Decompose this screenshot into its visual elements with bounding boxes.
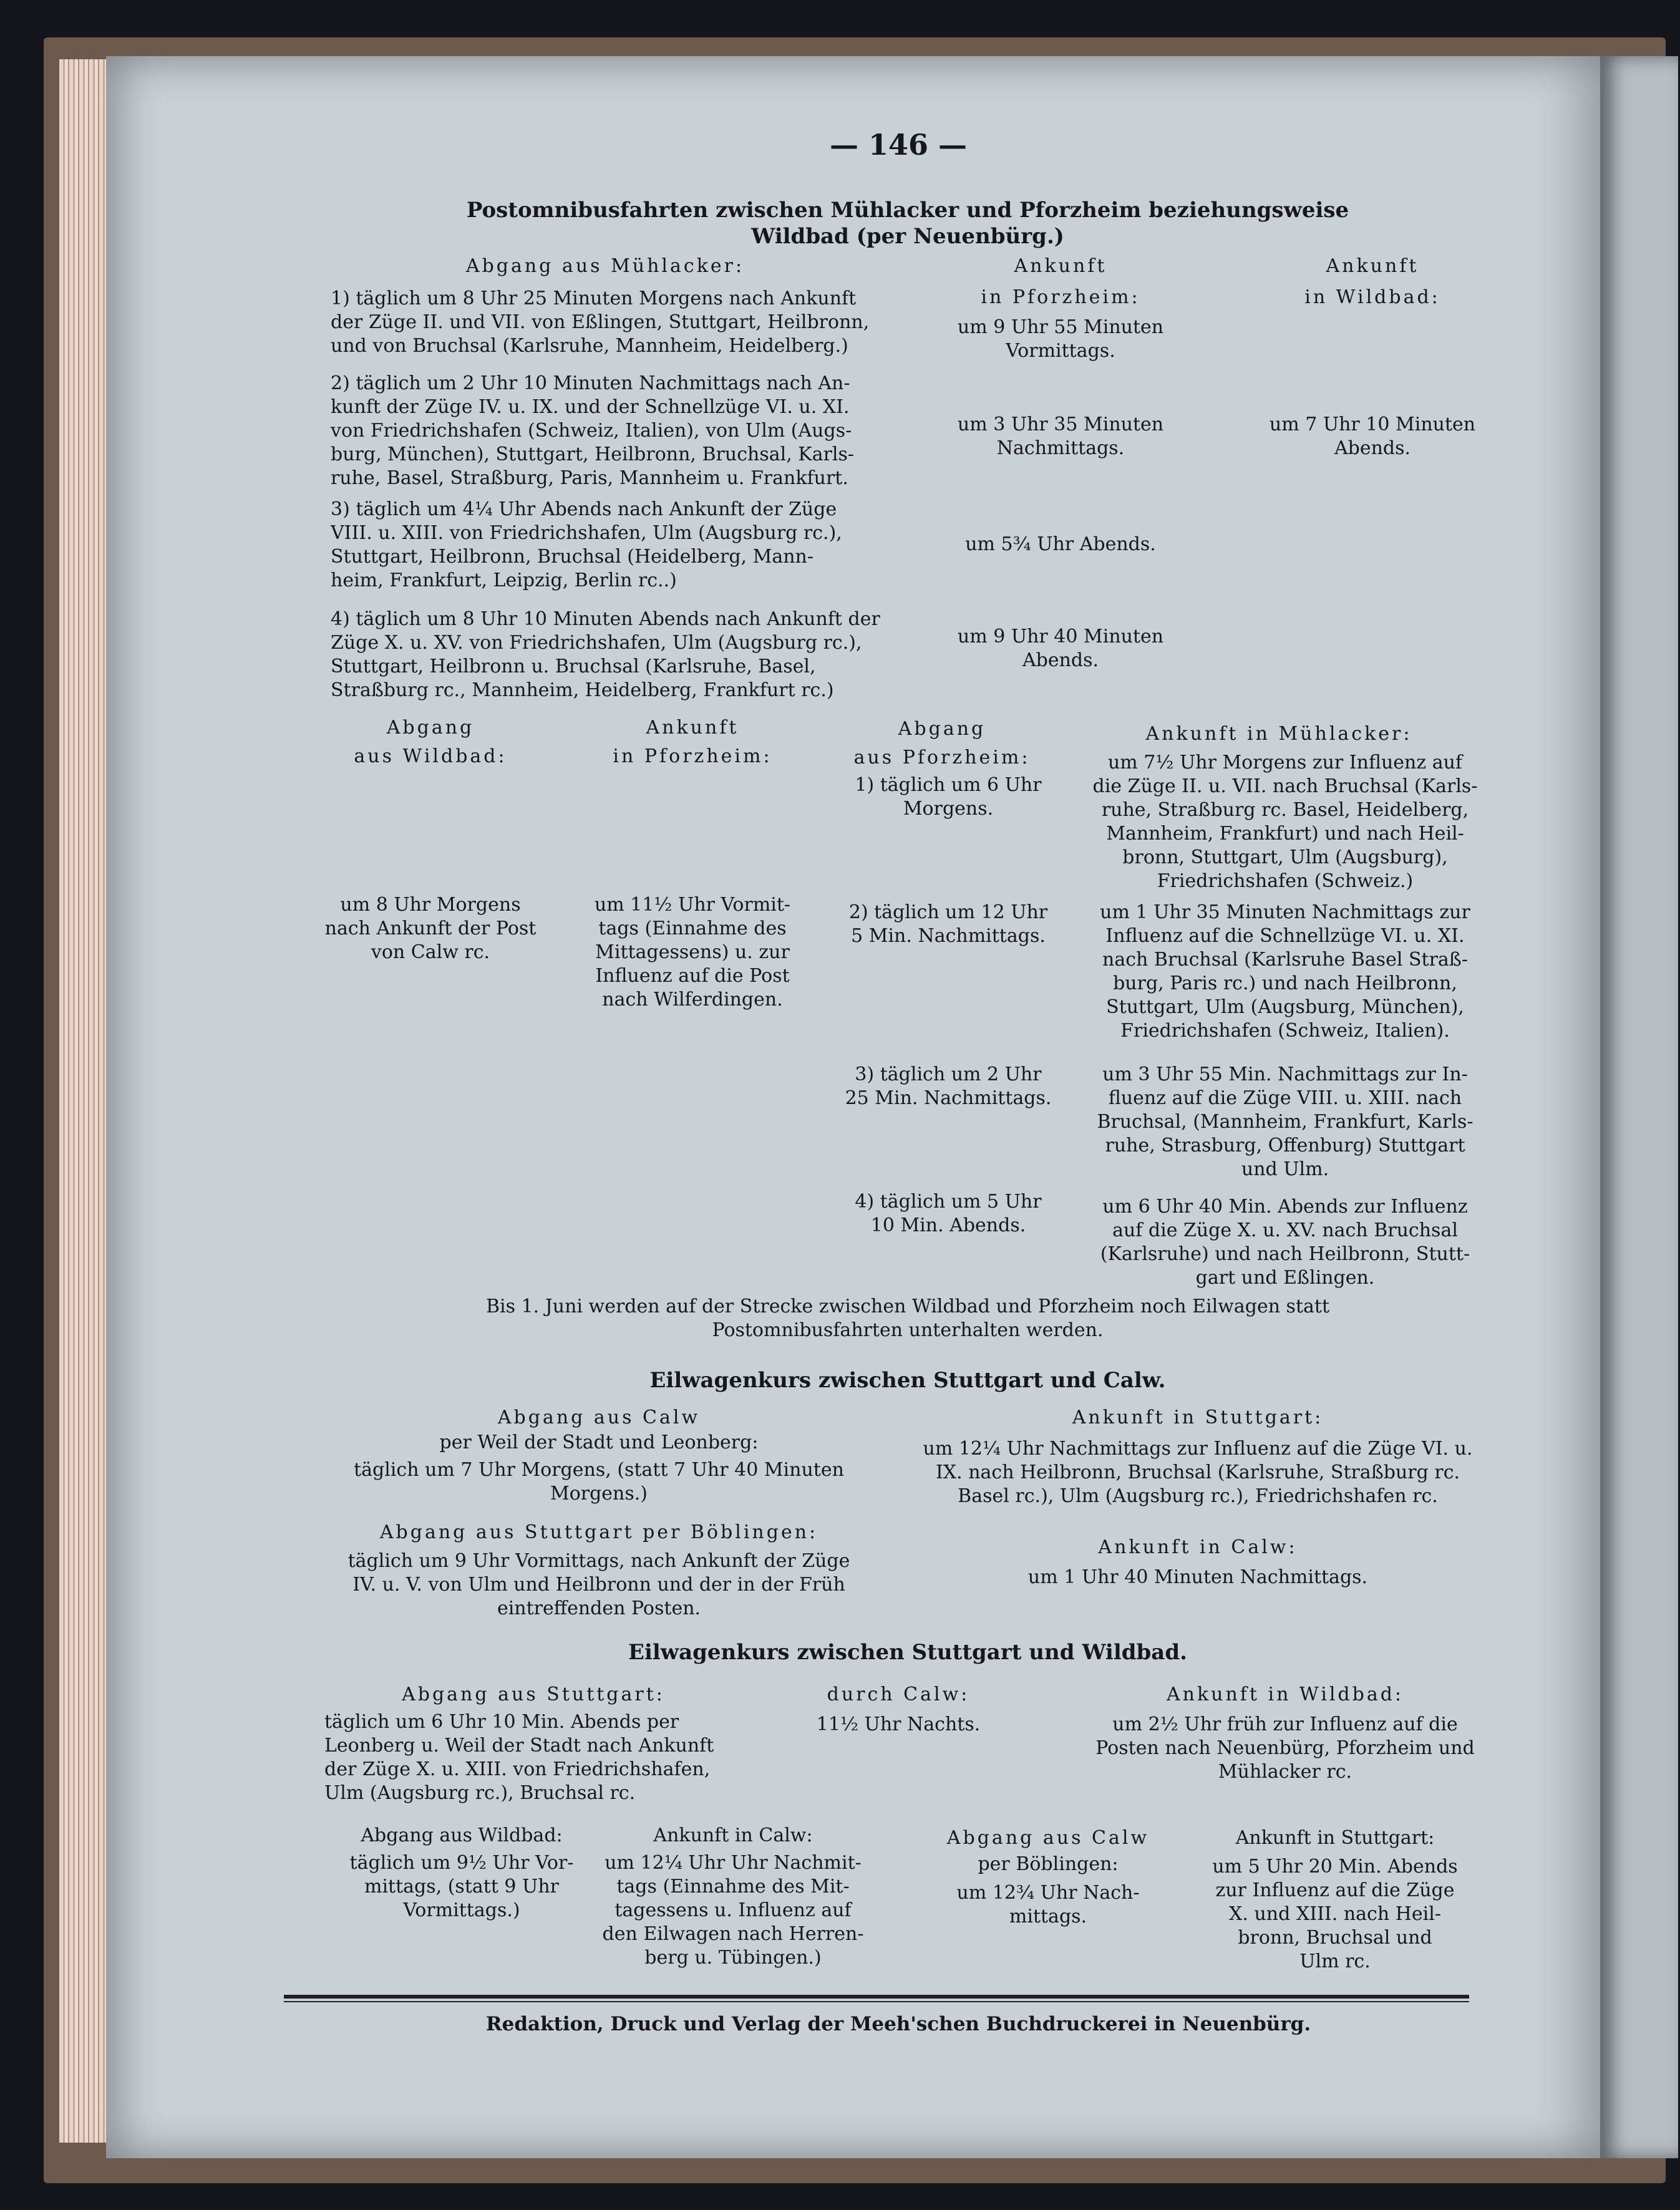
text-line: Züge X. u. XV. von Friedrichshafen, Ulm (Augsburg rc.), — [331, 632, 862, 654]
text-line: täglich um 6 Uhr 10 Min. Abends per — [324, 1711, 679, 1733]
section-title: Eilwagenkurs zwischen Stuttgart und Wildbad. — [628, 1640, 1187, 1665]
text-line: 4) täglich um 5 Uhr — [855, 1191, 1042, 1213]
col-header: Abgang aus Wildbad: — [361, 1825, 563, 1846]
text-line: mittags. — [1009, 1906, 1087, 1927]
time-cell: Vormittags. — [1006, 340, 1115, 362]
text-line: Basel rc.), Ulm (Augsburg rc.), Friedrichshafen rc. — [958, 1485, 1438, 1507]
section-title: Eilwagenkurs zwischen Stuttgart und Calw. — [649, 1368, 1166, 1393]
col-header: Abgang aus Calw — [497, 1407, 701, 1428]
text-line: heim, Frankfurt, Leipzig, Berlin rc..) — [331, 569, 677, 591]
col-header: Abgang aus Stuttgart: — [402, 1684, 665, 1705]
text-line: Stuttgart, Heilbronn, Bruchsal (Heidelberg, Mann- — [331, 546, 813, 568]
text-line: und von Bruchsal (Karlsruhe, Mannheim, Heidelberg.) — [331, 335, 848, 357]
col-header: Ankunft in Mühlacker: — [1145, 723, 1412, 745]
text-line: von Calw rc. — [371, 941, 490, 963]
text-line: (Karlsruhe) und nach Heilbronn, Stutt- — [1100, 1243, 1470, 1265]
text-line: Ulm rc. — [1299, 1951, 1371, 1972]
text-line: nach Wilferdingen. — [602, 989, 783, 1010]
text-line: Ulm (Augsburg rc.), Bruchsal rc. — [324, 1782, 636, 1804]
col-header: Ankunft in Calw: — [1098, 1536, 1298, 1558]
time-cell: um 7 Uhr 10 Minuten — [1269, 414, 1476, 435]
text-line: um 8 Uhr Morgens — [340, 894, 521, 916]
imprint: Redaktion, Druck und Verlag der Meeh'schen Buchdruckerei in Neuenbürg. — [485, 2013, 1311, 2035]
text-line: 3) täglich um 4¼ Uhr Abends nach Ankunft der Züge — [331, 498, 837, 520]
note-line: Bis 1. Juni werden auf der Strecke zwischen Wildbad und Pforzheim noch Eilwagen statt — [485, 1296, 1330, 1317]
text-line: um 11½ Uhr Vormit- — [594, 894, 791, 916]
col-header: Ankunft — [1326, 255, 1419, 277]
text-line: Straßburg rc., Mannheim, Heidelberg, Frankfurt rc.) — [331, 679, 834, 701]
text-line: burg, München), Stuttgart, Heilbronn, Bruchsal, Karls- — [331, 443, 855, 465]
col-header: Ankunft in Calw: — [653, 1825, 813, 1846]
page-number: — 146 — — [829, 128, 968, 162]
text-line: mittags, (statt 9 Uhr — [364, 1876, 559, 1897]
col-header: aus Wildbad: — [354, 745, 507, 767]
text-line: fluenz auf die Züge VIII. u. XIII. nach — [1108, 1087, 1462, 1109]
col-header: in Wildbad: — [1304, 286, 1440, 308]
text-line: täglich um 7 Uhr Morgens, (statt 7 Uhr 40 Minuten — [354, 1459, 844, 1481]
text-line: Morgens.) — [550, 1483, 648, 1505]
text-line: 10 Min. Abends. — [870, 1214, 1026, 1236]
time-cell: Nachmittags. — [996, 437, 1125, 459]
text-line: 2) täglich um 12 Uhr — [848, 901, 1048, 923]
text-line: 5 Min. Nachmittags. — [851, 925, 1046, 947]
text-line: um 12¼ Uhr Nachmittags zur Influenz auf die Züge VI. u. — [923, 1438, 1473, 1460]
text-line: burg, Paris rc.) und nach Heilbronn, — [1113, 972, 1457, 994]
note-line: Postomnibusfahrten unterhalten werden. — [712, 1319, 1104, 1341]
col-header: Ankunft in Stuttgart: — [1235, 1827, 1435, 1849]
text-line: Bruchsal, (Mannheim, Frankfurt, Karls- — [1097, 1111, 1474, 1133]
col-header: Ankunft — [1014, 255, 1107, 277]
footer-rule-thin — [284, 2001, 1469, 2002]
time-cell: um 5¾ Uhr Abends. — [965, 533, 1156, 555]
col-header: Abgang — [898, 718, 986, 740]
text-line: tagessens u. Influenz auf — [614, 1899, 852, 1921]
text-line: der Züge II. und VII. von Eßlingen, Stuttgart, Heilbronn, — [331, 311, 870, 333]
time-cell: um 9 Uhr 40 Minuten — [957, 626, 1164, 647]
time-cell: Abends. — [1022, 649, 1099, 671]
text-line: Vormittags.) — [403, 1899, 520, 1921]
text-line: den Eilwagen nach Herren- — [602, 1923, 864, 1945]
text-line: 1) täglich um 8 Uhr 25 Minuten Morgens nach Ankunft — [331, 288, 857, 309]
text-line: 4) täglich um 8 Uhr 10 Minuten Abends nach Ankunft der — [331, 608, 880, 630]
col-header: per Böblingen: — [978, 1853, 1119, 1875]
text-line: kunft der Züge IV. u. IX. und der Schnellzüge VI. u. XI. — [331, 396, 850, 418]
text-line: ruhe, Basel, Straßburg, Paris, Mannheim u. Frankfurt. — [331, 467, 848, 489]
text-line: Mühlacker rc. — [1218, 1761, 1352, 1783]
text-line: zur Influenz auf die Züge — [1215, 1879, 1455, 1901]
text-line: die Züge II. u. VII. nach Bruchsal (Karls- — [1092, 775, 1478, 797]
text-line: nach Ankunft der Post — [324, 918, 537, 939]
text-line: um 7½ Uhr Morgens zur Influenz auf — [1107, 752, 1463, 773]
col-header: Ankunft in Wildbad: — [1166, 1684, 1404, 1705]
text-line: VIII. u. XIII. von Friedrichshafen, Ulm (Augsburg rc.), — [331, 522, 842, 544]
col-header: Abgang aus Stuttgart per Böblingen: — [379, 1521, 818, 1543]
time-cell: um 3 Uhr 35 Minuten — [957, 414, 1164, 435]
text-line: 2) täglich um 2 Uhr 10 Minuten Nachmittags nach An- — [331, 372, 850, 394]
col-header: in Pforzheim: — [613, 745, 772, 767]
text-line: IV. u. V. von Ulm und Heilbronn und der in der Früh — [352, 1574, 845, 1596]
text-line: ruhe, Straßburg rc. Basel, Heidelberg, — [1101, 799, 1469, 821]
text-line: Influenz auf die Schnellzüge VI. u. XI. — [1105, 925, 1465, 947]
col-header: aus Pforzheim: — [853, 747, 1031, 768]
text-line: auf die Züge X. u. XV. nach Bruchsal — [1112, 1219, 1458, 1241]
text-line: 1) täglich um 6 Uhr — [855, 774, 1042, 796]
text-line: um 3 Uhr 55 Min. Nachmittags zur In- — [1102, 1064, 1468, 1085]
text-line: um 1 Uhr 40 Minuten Nachmittags. — [1027, 1566, 1368, 1588]
text-line: 25 Min. Nachmittags. — [845, 1087, 1052, 1109]
col-header: in Pforzheim: — [981, 286, 1140, 308]
time-cell: um 9 Uhr 55 Minuten — [957, 316, 1164, 338]
text-line: nach Bruchsal (Karlsruhe Basel Straß- — [1102, 949, 1468, 971]
text-line: ruhe, Strasburg, Offenburg) Stuttgart — [1105, 1135, 1465, 1156]
text-line: 11½ Uhr Nachts. — [816, 1713, 981, 1735]
text-line: berg u. Tübingen.) — [644, 1947, 822, 1969]
text-line: X. und XIII. nach Heil- — [1229, 1903, 1441, 1925]
col-header: Ankunft in Stuttgart: — [1072, 1407, 1324, 1428]
footer-rule — [284, 1995, 1469, 1999]
text-line: bronn, Stuttgart, Ulm (Augsburg), — [1122, 846, 1448, 868]
col-header: Abgang — [386, 717, 475, 739]
text-line: tags (Einnahme des — [598, 918, 787, 939]
text-line: bronn, Bruchsal und — [1238, 1927, 1432, 1949]
text-line: Friedrichshafen (Schweiz, Italien). — [1120, 1020, 1450, 1042]
text-line: Influenz auf die Post — [595, 965, 790, 987]
text-line: täglich um 9½ Uhr Vor- — [349, 1852, 574, 1874]
text-line: um 5 Uhr 20 Min. Abends — [1212, 1856, 1458, 1878]
text-line: Leonberg u. Weil der Stadt nach Ankunft — [324, 1735, 714, 1757]
text-line: um 6 Uhr 40 Min. Abends zur Influenz — [1102, 1196, 1468, 1218]
text-line: 3) täglich um 2 Uhr — [855, 1064, 1042, 1085]
text-line: und Ulm. — [1241, 1158, 1329, 1180]
text-line: IX. nach Heilbronn, Bruchsal (Karlsruhe, Straßburg rc. — [935, 1461, 1460, 1483]
section-title-cont: Wildbad (per Neuenbürg.) — [751, 224, 1064, 249]
text-line: um 1 Uhr 35 Minuten Nachmittags zur — [1100, 901, 1470, 923]
col-header: Abgang aus Mühlacker: — [465, 255, 745, 277]
text-line: eintreffenden Posten. — [497, 1597, 701, 1619]
text-line: Posten nach Neuenbürg, Pforzheim und — [1095, 1737, 1475, 1759]
text-line: von Friedrichshafen (Schweiz, Italien), von Ulm (Augs- — [331, 420, 852, 442]
text-line: um 12¾ Uhr Nach- — [956, 1882, 1140, 1904]
text-line: Friedrichshafen (Schweiz.) — [1157, 870, 1414, 892]
text-line: Mittagessens) u. zur — [595, 941, 790, 963]
col-header: durch Calw: — [827, 1684, 970, 1705]
col-header: per Weil der Stadt und Leonberg: — [439, 1432, 759, 1453]
text-line: der Züge X. u. XIII. von Friedrichshafen, — [324, 1758, 711, 1780]
text-line: Stuttgart, Heilbronn u. Bruchsal (Karlsruhe, Basel, — [331, 656, 816, 677]
text-line: tags (Einnahme des Mit- — [616, 1876, 850, 1897]
col-header: Ankunft — [646, 717, 739, 739]
col-header: Abgang aus Calw — [946, 1827, 1150, 1849]
text-line: täglich um 9 Uhr Vormittags, nach Ankunft der Züge — [347, 1550, 850, 1572]
section-title: Postomnibusfahrten zwischen Mühlacker und Pforzheim beziehungsweise — [466, 198, 1349, 223]
text-line: Morgens. — [903, 798, 994, 820]
text-line: Mannheim, Frankfurt) und nach Heil- — [1106, 823, 1464, 845]
time-cell: Abends. — [1334, 437, 1411, 459]
adjacent-page — [1600, 56, 1678, 2158]
text-line: um 12¼ Uhr Uhr Nachmit- — [605, 1852, 862, 1874]
text-line: Stuttgart, Ulm (Augsburg, München), — [1106, 996, 1464, 1018]
text-line: um 2½ Uhr früh zur Influenz auf die — [1112, 1713, 1458, 1735]
text-line: gart und Eßlingen. — [1195, 1267, 1375, 1289]
